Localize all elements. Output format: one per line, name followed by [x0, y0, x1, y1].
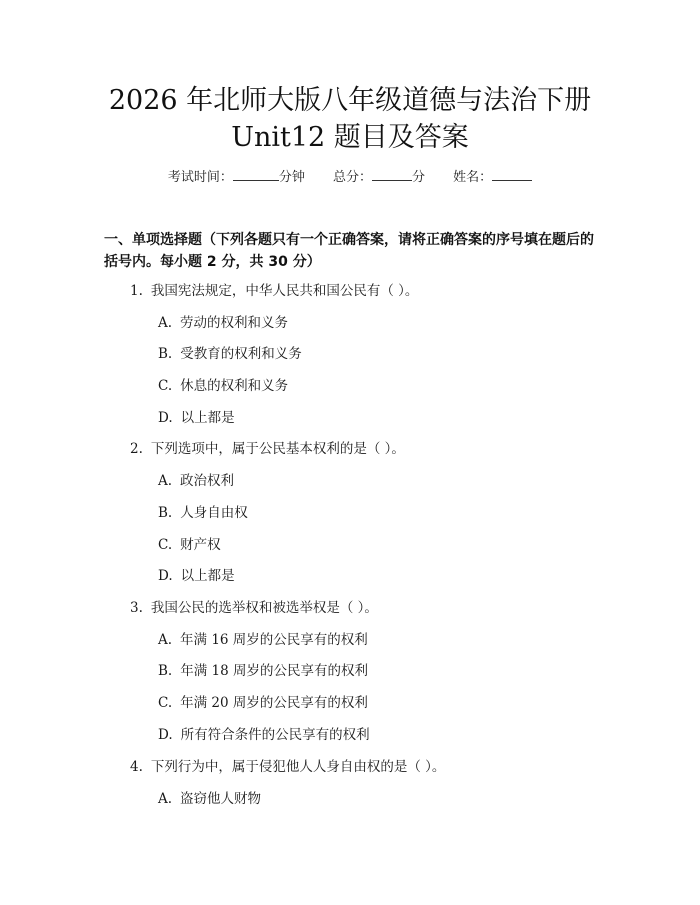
- question-text: 我国宪法规定，中华人民共和国公民有（ ）。: [150, 283, 419, 299]
- option-text: 政治权利: [180, 473, 235, 489]
- option-text: 以上都是: [180, 568, 235, 584]
- document-title-line-2: Unit12 题目及答案: [231, 122, 469, 153]
- option-2-d: [158, 567, 235, 585]
- option-letter: A.: [158, 791, 173, 807]
- option-letter: B.: [158, 505, 173, 521]
- option-3-c: [158, 694, 368, 712]
- exam-time: [168, 170, 309, 185]
- student-name-label: 姓名：: [453, 170, 493, 185]
- option-3-a: [158, 631, 368, 649]
- question-text: 下列行为中，属于侵犯他人人身自由权的是（ ）。: [150, 759, 446, 775]
- option-letter: D.: [158, 568, 173, 584]
- option-letter: D.: [158, 727, 173, 743]
- option-1-b: [158, 345, 302, 363]
- option-text: 年满 16 周岁的公民享有的权利: [180, 632, 368, 648]
- total-score-label: 总分：: [332, 170, 372, 185]
- option-letter: C.: [158, 537, 173, 553]
- question-number: 4.: [130, 759, 143, 775]
- option-letter: B.: [158, 346, 173, 362]
- option-text: 受教育的权利和义务: [180, 346, 302, 362]
- option-1-c: [158, 377, 288, 395]
- option-text: 财产权: [180, 537, 221, 553]
- option-text: 以上都是: [180, 410, 235, 426]
- question-2: [130, 440, 405, 458]
- option-letter: B.: [158, 663, 173, 679]
- option-letter: A.: [158, 632, 173, 648]
- option-2-a: [158, 472, 234, 490]
- question-text: 下列选项中，属于公民基本权利的是（ ）。: [150, 441, 405, 457]
- exam-info-line: [0, 168, 700, 187]
- option-text: 所有符合条件的公民享有的权利: [180, 727, 370, 743]
- exam-time-label: 考试时间：: [167, 170, 233, 185]
- total-score-unit: 分: [412, 170, 426, 185]
- option-text: 年满 20 周岁的公民享有的权利: [180, 695, 368, 711]
- option-1-a: [158, 314, 288, 332]
- option-text: 休息的权利和义务: [180, 378, 289, 394]
- document-title-line-1: 2026 年北师大版八年级道德与法治下册: [108, 85, 592, 116]
- option-2-c: [158, 536, 221, 554]
- question-4: [130, 758, 445, 776]
- option-letter: A.: [158, 473, 173, 489]
- question-1: [130, 282, 418, 300]
- question-number: 2.: [130, 441, 143, 457]
- option-letter: A.: [158, 315, 173, 331]
- option-1-d: [158, 409, 235, 427]
- option-2-b: [158, 504, 248, 522]
- option-3-b: [158, 662, 368, 680]
- student-name: [453, 170, 532, 185]
- total-score-blank: [372, 168, 412, 181]
- option-text: 年满 18 周岁的公民享有的权利: [180, 663, 368, 679]
- question-text: 我国公民的选举权和被选举权是（ ）。: [150, 600, 378, 616]
- exam-time-blank: [233, 168, 279, 181]
- student-name-blank: [492, 168, 532, 181]
- total-score: [333, 170, 429, 185]
- question-number: 3.: [130, 600, 143, 616]
- option-letter: C.: [158, 378, 173, 394]
- option-letter: D.: [158, 410, 173, 426]
- question-number: 1.: [130, 283, 143, 299]
- section-heading: 一、单项选择题（下列各题只有一个正确答案，请将正确答案的序号填在题后的括号内。每小题 2 分，共 30 分）: [104, 232, 594, 270]
- option-text: 劳动的权利和义务: [180, 315, 289, 331]
- option-3-d: [158, 726, 370, 744]
- option-4-a: [158, 790, 261, 808]
- question-3: [130, 599, 378, 617]
- exam-time-unit: 分钟: [278, 170, 305, 185]
- option-text: 盗窃他人财物: [180, 791, 262, 807]
- option-letter: C.: [158, 695, 173, 711]
- option-text: 人身自由权: [180, 505, 248, 521]
